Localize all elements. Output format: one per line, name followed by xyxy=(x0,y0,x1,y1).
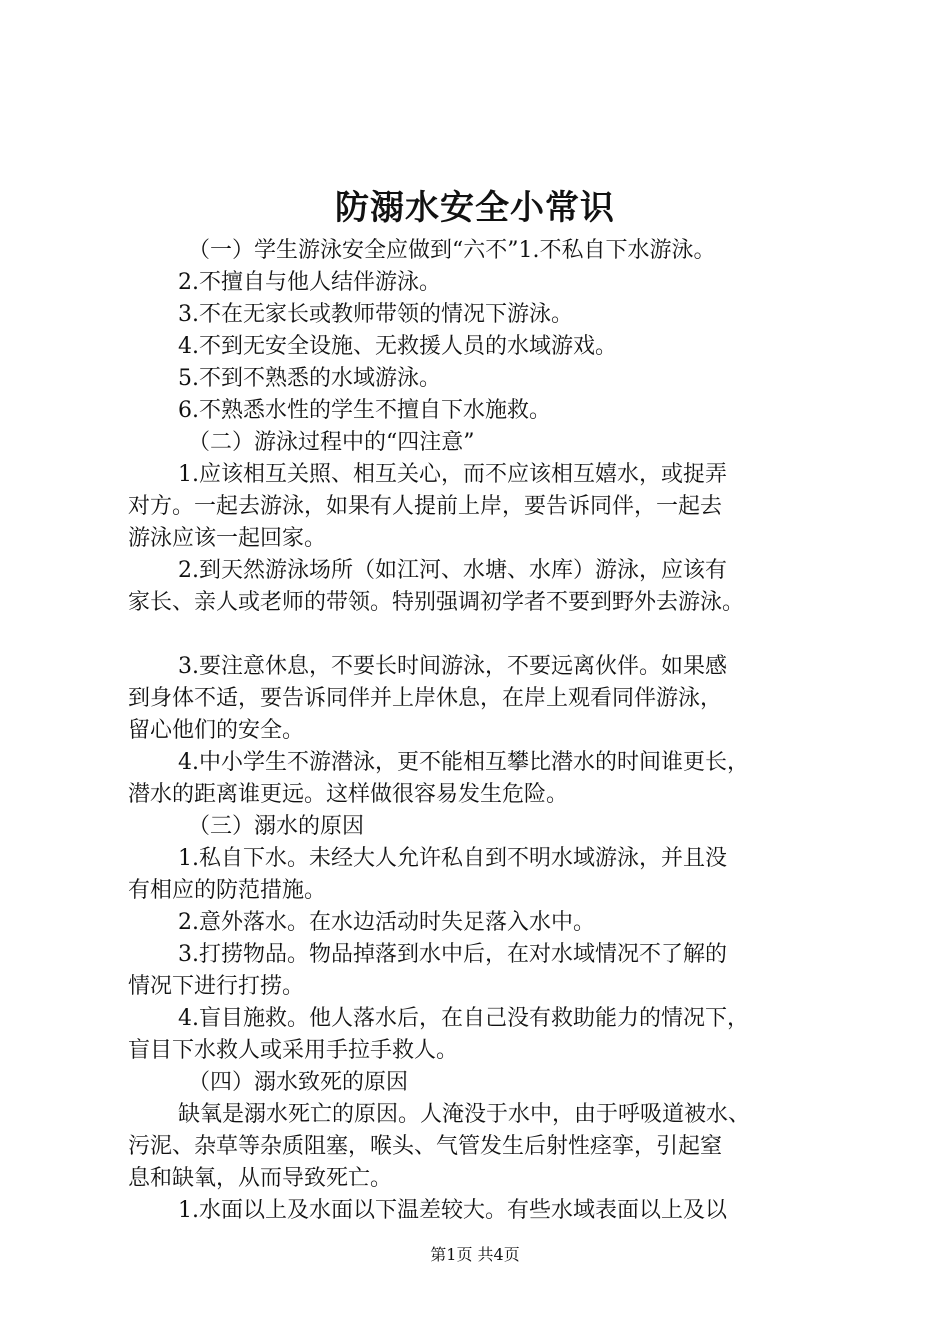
text-line: 2.意外落水。在水边活动时失足落入水中。 xyxy=(178,910,595,935)
text-line: 4.中小学生不游潜泳，更不能相互攀比潜水的时间谁更长， xyxy=(178,750,749,775)
text-line: 游泳应该一起回家。 xyxy=(128,526,327,551)
text-line: 家长、亲人或老师的带领。特别强调初学者不要到野外去游泳。 xyxy=(128,590,745,615)
text-line: 2.不擅自与他人结伴游泳。 xyxy=(178,270,441,295)
text-line: 盲目下水救人或采用手拉手救人。 xyxy=(128,1038,459,1063)
text-line: 3.要注意休息，不要长时间游泳，不要远离伙伴。如果感 xyxy=(178,654,727,679)
section-heading-1: （一）学生游泳安全应做到“六不”1.不私自下水游泳。 xyxy=(188,238,716,263)
blank-line xyxy=(128,619,848,651)
text-line: 污泥、杂草等杂质阻塞，喉头、气管发生后射性痉挛，引起窒 xyxy=(128,1134,723,1159)
document-title: 防溺水安全小常识 xyxy=(335,188,615,228)
section-heading-3: （三）溺水的原因 xyxy=(188,814,365,839)
section-heading-4: （四）溺水致死的原因 xyxy=(188,1070,409,1095)
text-line: 有相应的防范措施。 xyxy=(128,878,327,903)
document-body xyxy=(128,235,848,1227)
text-line: 缺氧是溺水死亡的原因。人淹没于水中，由于呼吸道被水、 xyxy=(178,1102,751,1127)
text-line: 潜水的距离谁更远。这样做很容易发生危险。 xyxy=(128,782,569,807)
text-line: 留心他们的安全。 xyxy=(128,718,305,743)
text-line: 到身体不适，要告诉同伴并上岸休息，在岸上观看同伴游泳， xyxy=(128,686,723,711)
text-line: 息和缺氧，从而导致死亡。 xyxy=(128,1166,393,1191)
section-heading-2: （二）游泳过程中的“四注意” xyxy=(188,430,475,455)
page-footer: 第1页 共4页 xyxy=(430,1245,520,1264)
text-line: 1.应该相互关照、相互关心，而不应该相互嬉水，或捉弄 xyxy=(178,462,727,487)
text-line: 情况下进行打捞。 xyxy=(128,974,305,999)
text-line: 6.不熟悉水性的学生不擅自下水施救。 xyxy=(178,398,551,423)
text-line: 1.水面以上及水面以下温差较大。有些水域表面以上及以 xyxy=(178,1198,727,1223)
text-line: 2.到天然游泳场所（如江河、水塘、水库）游泳，应该有 xyxy=(178,558,727,583)
text-line: 1.私自下水。未经大人允许私自到不明水域游泳，并且没 xyxy=(178,846,727,871)
text-line: 5.不到不熟悉的水域游泳。 xyxy=(178,366,441,391)
text-line: 对方。一起去游泳，如果有人提前上岸，要告诉同伴，一起去 xyxy=(128,494,723,519)
text-line: 3.不在无家长或教师带领的情况下游泳。 xyxy=(178,302,573,327)
text-line: 4.不到无安全设施、无救援人员的水域游戏。 xyxy=(178,334,617,359)
text-line: 4.盲目施救。他人落水后，在自己没有救助能力的情况下， xyxy=(178,1006,749,1031)
text-line: 3.打捞物品。物品掉落到水中后，在对水域情况不了解的 xyxy=(178,942,727,967)
